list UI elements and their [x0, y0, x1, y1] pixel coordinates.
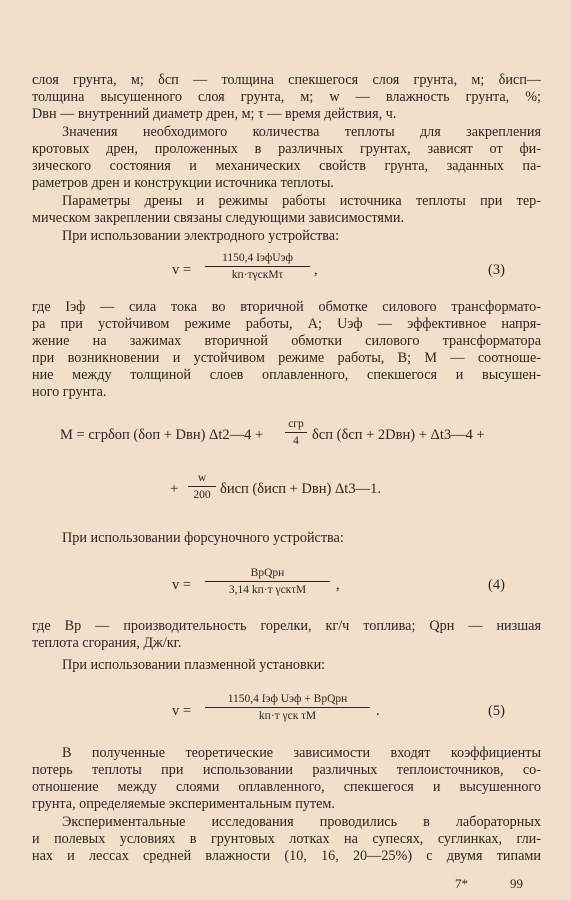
text-line: раметров дрен и конструкции источника теплоты. [32, 175, 334, 191]
eqm-line2-left: + [170, 481, 179, 497]
eq3-tail: , [314, 262, 318, 278]
eqm-line2-right: δисп (δисп + Dвн) Δt3—1. [220, 481, 381, 497]
eq3-fraction [205, 252, 310, 282]
eq5-lhs: v = [172, 703, 192, 719]
eqm-fraction-1 [285, 418, 307, 448]
eq4-denominator: 3,14 kп·т γскτM [205, 581, 330, 597]
text-line: где Iэф — сила тока во вторичной обмотке силового трансформато- [32, 299, 541, 315]
eq4-fraction [205, 567, 330, 597]
text-line: ра при устойчивом режиме работы, А; Uэф — эффективное напря- [32, 316, 541, 332]
text-line: теплота сгорания, Дж/кг. [32, 635, 182, 651]
text-line: толщина высушенного слоя грунта, м; w — влажность грунта, %; [32, 89, 541, 105]
eqm-fraction-2 [188, 472, 216, 502]
text-line: отношение между слоями оплавленного, спекшегося и высушенного [32, 779, 541, 795]
signature-mark: 7* [455, 876, 468, 891]
eqm-frac1-numerator: cгр [288, 418, 304, 430]
text-line: кротовых дрен, проложенных в различных грунтах, зависят от фи- [32, 141, 541, 157]
text-line: Экспериментальные исследования проводились в лабораторных [62, 814, 541, 830]
text-line: грунта, определяемые экспериментальным путем. [32, 796, 335, 812]
eq3-number: (3) [488, 262, 505, 278]
eqm-frac1-denominator: 4 [285, 432, 307, 448]
intro-electrode: При использовании электродного устройства: [62, 228, 340, 244]
text-line: нах и лессах средней влажности (10, 16, 20—25%) с двумя типами [32, 848, 541, 864]
text-line: В полученные теоретические зависимости входят коэффициенты [62, 745, 541, 761]
eq5-number: (5) [488, 703, 505, 719]
text-line: мическом закреплении связаны следующими зависимостями. [32, 210, 405, 226]
text-line: при возникновении и устойчивом режиме работы, В; M — соотноше- [32, 350, 541, 366]
text-line: и полевых условиях в грунтовых лотках на супесях, суглинках, гли- [32, 831, 541, 847]
eq4-tail: , [336, 577, 340, 593]
text-line: Dвн — внутренний диаметр дрен, м; τ — время действия, ч. [32, 106, 397, 122]
intro-nozzle: При использовании форсуночного устройства: [62, 530, 344, 546]
page-number: 99 [510, 876, 523, 891]
text-line: ние между толщиной слоев оплавленного, спекшегося и высушен- [32, 367, 541, 383]
eqm-line1-left: M = cгрδоп (δоп + Dвн) Δt2—4 + [60, 427, 264, 443]
text-line: потерь теплоты при использовании различных теплоисточников, со- [32, 762, 541, 778]
eq5-numerator: 1150,4 Iэф Uэф + BрQрн [227, 693, 348, 705]
text-line: зического состояния и механических свойств грунта, заданных па- [32, 158, 541, 174]
eqm-frac2-denominator: 200 [188, 486, 216, 502]
eq4-lhs: v = [172, 577, 192, 593]
text-line: Параметры дрены и режимы работы источника теплоты при тер- [62, 193, 541, 209]
text-line: жение на зажимах вторичной обмотки силового трансформатора [32, 333, 541, 349]
eq5-denominator: kп·т γск τM [205, 707, 370, 723]
eq5-tail: . [376, 703, 380, 719]
eq3-numerator: 1150,4 IэфUэф [222, 252, 293, 264]
eq3-denominator: kп·тγскMτ [205, 266, 310, 282]
eq4-numerator: BрQрн [250, 567, 285, 579]
eqm-line1-right: δсп (δсп + 2Dвн) + Δt3—4 + [312, 427, 485, 443]
text-line: Значения необходимого количества теплоты для закрепления [62, 124, 541, 140]
eq5-fraction [205, 693, 370, 723]
eq3-lhs: v = [172, 262, 192, 278]
intro-plasma: При использовании плазменной установки: [62, 657, 326, 673]
text-line: ного грунта. [32, 384, 107, 400]
text-line: слоя грунта, м; δсп — толщина спекшегося слоя грунта, м; δисп— [32, 72, 541, 88]
eqm-frac2-numerator: w [197, 472, 207, 484]
text-line: где Bр — производительность горелки, кг/ч топлива; Qрн — низшая [32, 618, 541, 634]
eq4-number: (4) [488, 577, 505, 593]
